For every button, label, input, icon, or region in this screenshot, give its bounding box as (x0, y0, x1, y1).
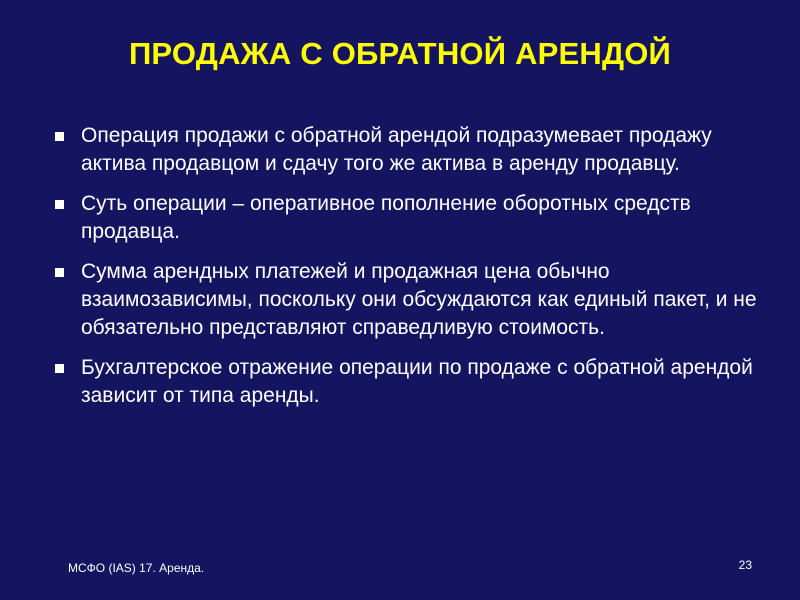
bullet-text: Бухгалтерское отражение операции по продаже с обратной арендой зависит от типа аренды. (81, 356, 753, 407)
bullet-text: Сумма арендных платежей и продажная цена обычно взаимозависимы, поскольку они обсуждаются как единый пакет, и не обязательно представляют справедливую стоимость. (81, 260, 757, 339)
bullet-text: Операция продажи с обратной арендой подразумевает продажу актива продавцом и сдачу того же актива в аренду продавцу. (81, 124, 712, 175)
square-bullet-icon (55, 364, 64, 373)
square-bullet-icon (55, 268, 64, 277)
footer-text: МСФО (IAS) 17. Аренда. (68, 561, 205, 575)
bullet-list (52, 122, 762, 422)
bullet-text: Суть операции – оперативное пополнение оборотных средств продавца. (81, 192, 691, 243)
square-bullet-icon (55, 200, 64, 209)
square-bullet-icon (55, 132, 64, 141)
bullet-item (52, 258, 762, 342)
page-number: 23 (738, 558, 752, 572)
bullet-item (52, 190, 762, 246)
slide-title: ПРОДАЖА С ОБРАТНОЙ АРЕНДОЙ (128, 36, 672, 71)
bullet-item (52, 354, 762, 410)
bullet-item (52, 122, 762, 178)
